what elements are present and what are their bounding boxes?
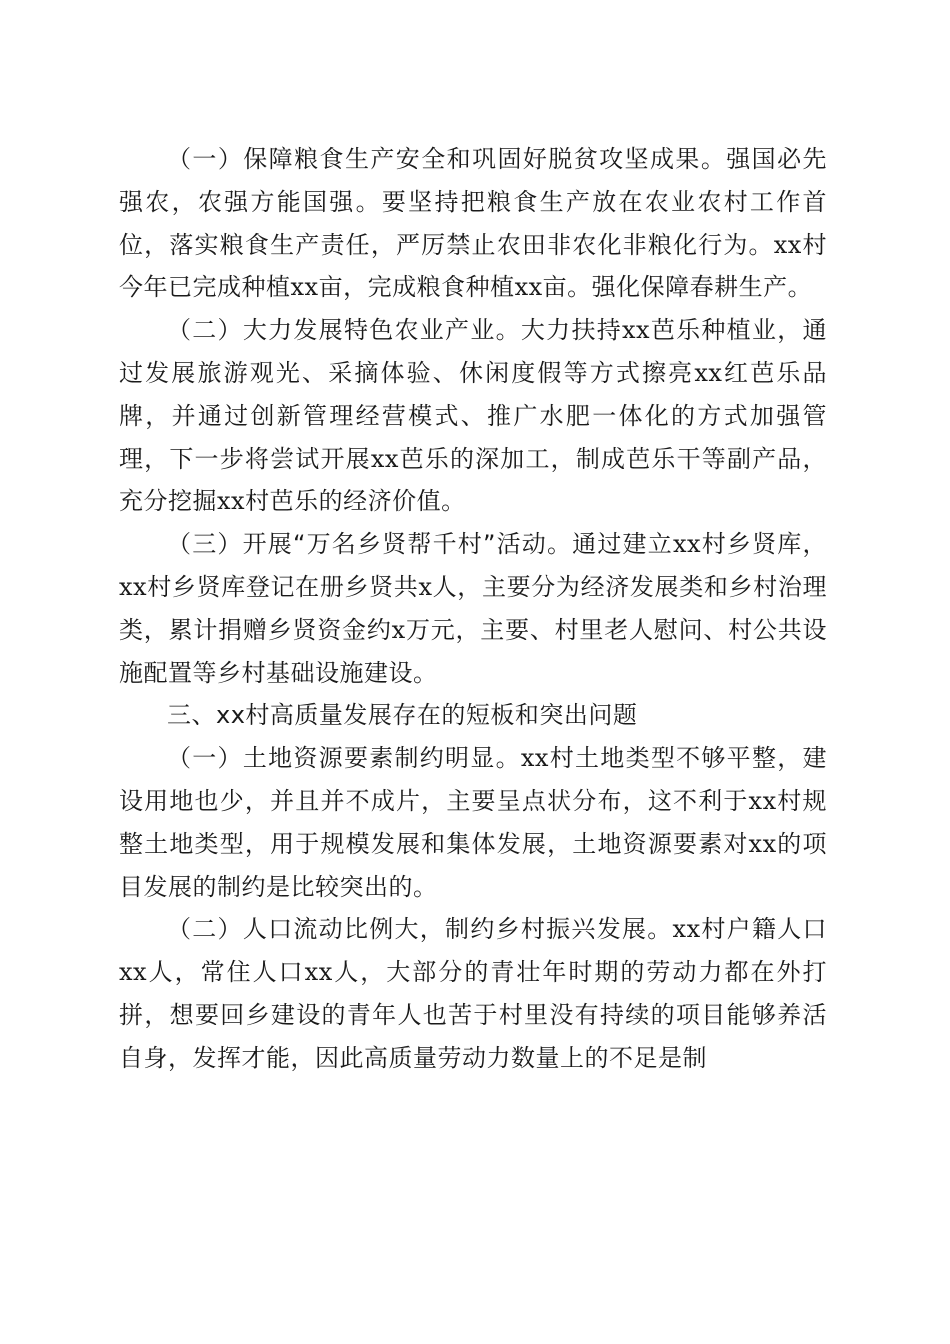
section-heading: 三、xx村高质量发展存在的短板和突出问题: [167, 701, 638, 730]
paragraph-lead: （二）大力发展特色农业产业。: [167, 316, 521, 345]
paragraph-population-flow: [119, 908, 827, 1079]
paragraph-lead: （二）人口流动比例大，制约乡村振兴发展。: [167, 915, 673, 944]
paragraph-lead: （一）保障粮食生产安全和巩固好脱贫攻坚成果。: [167, 145, 727, 173]
paragraph-text: 通过建立xx村乡贤库，xx村乡贤库登记在册乡贤共x人，主要分为经济发展类和乡村治理类，累计捐赠乡贤资金约x万元，主要、村里老人慰问、村公共设施配置等乡村基础设施建设。: [119, 530, 827, 687]
paragraph-village-sages: [119, 523, 827, 694]
paragraph-land-resources: [119, 737, 827, 908]
paragraph-food-security: [119, 138, 827, 309]
document-body: [119, 138, 827, 1080]
paragraph-text: xx村户籍人口xx人，常住人口xx人，大部分的青壮年时期的劳动力都在外打拼，想要回乡建设的青年人也苦于村里没有持续的项目能够养活自身，发挥才能，因此高质量劳动力数量上的不足是制: [119, 915, 828, 1072]
paragraph-special-agriculture: [119, 309, 827, 523]
paragraph-text: 大力扶持xx芭乐种植业，通过发展旅游观光、采摘体验、休闲度假等方式擦亮xx红芭乐品牌，并通过创新管理经营模式、推广水肥一体化的方式加强管理，下一步将尝试开展xx芭乐的深加工，制成芭乐干等副产品，充分挖掘xx村芭乐的经济价值。: [119, 316, 828, 516]
paragraph-lead: （一）土地资源要素制约明显。: [167, 744, 521, 773]
paragraph-text: 强国必先强农，农强方能国强。要坚持把粮食生产放在农业农村工作首位，落实粮食生产责任，严厉禁止农田非农化非粮化行为。xx村今年已完成种植xx亩，完成粮食种植xx亩。强化保障春耕生产。: [119, 145, 828, 302]
paragraph-text: xx村土地类型不够平整，建设用地也少，并且并不成片，主要呈点状分布，这不利于xx村规整土地类型，用于规模发展和集体发展，土地资源要素对xx的项目发展的制约是比较突出的。: [119, 744, 828, 901]
paragraph-lead: （三）开展“万名乡贤帮千村”活动。: [167, 530, 573, 559]
